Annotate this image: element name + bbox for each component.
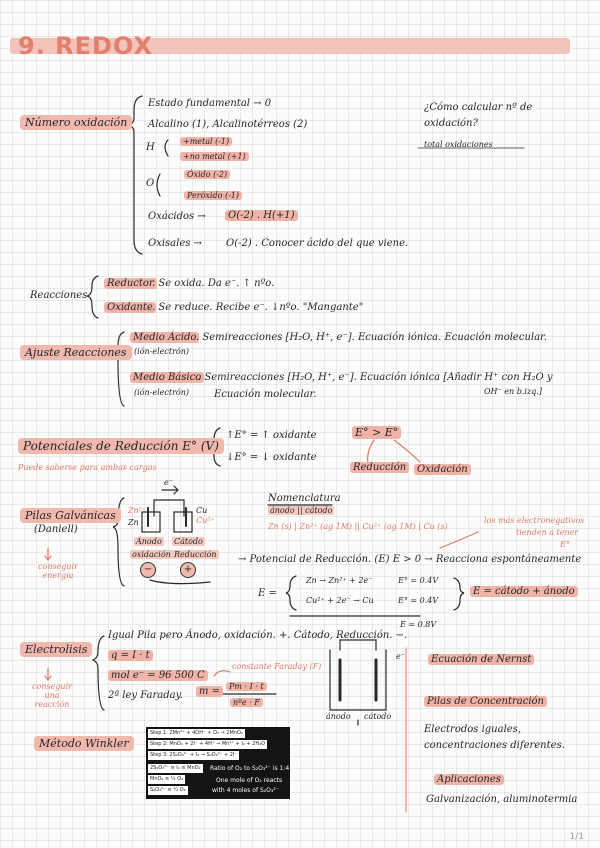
- winkler-eq-3: S₂O₃²⁻ ≡ ¼ O₂: [150, 787, 186, 793]
- ajuste-basico-sub: (ión-electrón): [134, 388, 189, 397]
- section-label-winkler: Método Winkler: [34, 736, 134, 751]
- reductor-key: Reductor: [104, 278, 157, 289]
- electrolisis-mol: mol e⁻ = 96 500 C: [108, 670, 208, 681]
- numero-h-nometal: +no metal (+1): [180, 152, 249, 161]
- potenciales-formula: E° > E°: [352, 426, 401, 439]
- winkler-eq-2: MnO₂ ≡ ½ O₂: [150, 776, 184, 782]
- section-label-electrolisis: Electrolisis: [20, 642, 92, 657]
- section-label-ajuste: Ajuste Reacciones: [20, 345, 132, 360]
- electrolisis-line-1: Igual Pila pero Ánodo, oxidación. +. Cátodo, Reducción. −.: [108, 630, 408, 641]
- pilas-reaction-1-e: E° = 0.4V: [398, 576, 439, 585]
- winkler-step-3: Step 3: 2S₂O₃²⁻ + I₂ → S₄O₆²⁻ + 2I⁻: [150, 752, 238, 758]
- winkler-note-3: with 4 moles of S₂O₃²⁻: [212, 787, 279, 794]
- right-pilas-conc: Pilas de Concentración: [424, 696, 547, 707]
- page-number: 1/1: [569, 832, 584, 842]
- pilas-potencial: → Potencial de Reducción. (E) E > 0 → Reacciona espontáneamente: [238, 554, 582, 565]
- numero-o-oxido: Óxido (-2): [184, 170, 230, 179]
- reductor-text: . Se oxida. Da e⁻. ↑ nºo.: [152, 278, 275, 289]
- pilas-anodo: Ánodo: [136, 537, 162, 546]
- ajuste-acido-key: Medio Ácido: [130, 332, 199, 343]
- numero-question: ¿Cómo calcular nº de oxidación?: [424, 102, 533, 129]
- right-nernst: Ecuación de Nernst: [428, 654, 534, 665]
- electrolisis-electron: e⁻: [396, 652, 405, 661]
- winkler-image: [146, 727, 290, 799]
- pilas-catodo: Cátodo: [174, 537, 203, 546]
- numero-answer: total oxidaciones: [424, 140, 493, 149]
- ajuste-basico-text-2: Ecuación molecular.: [214, 389, 317, 400]
- ajuste-basico-note: OH⁻ en b.izq.]: [484, 387, 542, 396]
- pilas-e-label: E =: [258, 588, 277, 599]
- potenciales-line-1: ↑E° = ↑ oxidante: [226, 430, 317, 441]
- section-label-reacciones: Reacciones: [30, 290, 88, 301]
- ajuste-basico-text: . Semireacciones [H₂O, H⁺, e⁻]. Ecuación iónica [Añadir H⁺ con H₂O y: [198, 372, 553, 383]
- section-label-potenciales: Potenciales de Reducción E° (V): [18, 438, 224, 454]
- right-pilas-text: Electrodos iguales, concentraciones diferentes.: [424, 724, 565, 751]
- ajuste-acido-sub: (ión-electrón): [134, 347, 189, 356]
- potenciales-oxidacion: Oxidación: [414, 464, 471, 475]
- pilas-zn: Zn: [128, 518, 139, 527]
- electrolisis-numerator: Pm · I · t: [226, 682, 267, 691]
- potenciales-sub: Puede saberse para ambas cargas: [18, 463, 157, 472]
- section-label-pilas: Pilas Galvánicas: [20, 508, 121, 523]
- numero-oxisales-values: O(-2) . Conocer ácido del que viene.: [226, 238, 409, 249]
- electrolisis-m: m =: [196, 686, 223, 697]
- winkler-step-1: Step 1: 2Mn²⁺ + 4OH⁻ + O₂ → 2MnO₂: [150, 730, 243, 736]
- numero-o-peroxido: Peróxido (-1): [184, 191, 242, 200]
- electrolisis-catodo: cátodo: [364, 712, 392, 721]
- pilas-note: conseguir energía: [38, 562, 78, 580]
- page-title: 9. REDOX: [18, 32, 154, 60]
- electrolisis-anodo: ánodo: [326, 712, 351, 721]
- pilas-reaction-2: Cu²⁺ + 2e⁻ → Cu: [306, 596, 374, 605]
- numero-h: H: [146, 142, 155, 153]
- pilas-nomenclatura: Nomenclatura: [268, 493, 341, 504]
- numero-oxisales: Oxisales →: [148, 238, 202, 249]
- pilas-oxidacion: oxidación: [132, 550, 171, 559]
- winkler-note-1: Ratio of O₂ to S₂O₃²⁻ is 1:4: [210, 765, 290, 772]
- numero-oxacidos-values: O(-2) . H(+1): [225, 210, 298, 221]
- numero-o: O: [146, 178, 155, 189]
- pilas-sub: (Daniell): [34, 524, 78, 535]
- section-label-numero: Número oxidación: [20, 115, 132, 130]
- pilas-total: E = 0.8V: [400, 620, 437, 629]
- ajuste-acido-text: . Semireacciones [H₂O, H⁺, e⁻]. Ecuación iónica. Ecuación molecular.: [196, 332, 547, 343]
- right-aplicaciones: Aplicaciones: [434, 774, 504, 785]
- right-aplic-text: Galvanización, aluminotermia: [426, 794, 578, 805]
- pilas-summary: E = cátodo + ánodo: [470, 586, 578, 597]
- numero-oxacidos: Oxácidos →: [148, 211, 206, 222]
- electrolisis-q: q = I · t: [108, 650, 153, 661]
- pilas-electro-note-1: los más electronegativos: [484, 516, 585, 525]
- pilas-nomen-sub: ánodo || cátodo: [270, 506, 333, 515]
- pilas-nomen-formula: Zn (s) | Zn²⁺ (ag 1M) || Cu²⁺ (ag 1M) | Cu (s): [268, 522, 448, 531]
- numero-line-2: Alcalino (1), Alcalinotérreos (2): [148, 119, 308, 130]
- winkler-note-2: One mole of O₂ reacts: [216, 777, 283, 784]
- numero-h-metal: +metal (-1): [180, 137, 232, 146]
- electrolisis-note: conseguir una reacción: [32, 682, 72, 709]
- electrolisis-ley: 2ª ley Faraday.: [108, 690, 184, 701]
- potenciales-reduccion: Reducción: [350, 462, 409, 473]
- pilas-electro-note-3: E°: [560, 540, 570, 549]
- pilas-electron: e⁻: [164, 478, 173, 487]
- pilas-zn2: Zn²⁺: [128, 506, 147, 515]
- pilas-cu2: Cu²⁺: [196, 516, 215, 525]
- pilas-reduccion: Reducción: [174, 550, 217, 559]
- electrolisis-denominator: nºe · F: [230, 698, 263, 707]
- numero-line-1: Estado fundamental → 0: [148, 98, 272, 109]
- pilas-cu: Cu: [196, 506, 208, 515]
- potenciales-line-2: ↓E° = ↓ oxidante: [226, 452, 317, 463]
- pilas-electro-note-2: tienden a tener: [516, 528, 579, 537]
- oxidante-key: Oxidante: [104, 302, 156, 313]
- electrolisis-faraday-note: constante Faraday (F): [232, 662, 322, 671]
- oxidante-text: . Se reduce. Recibe e⁻. ↓nºo. "Mangante": [152, 302, 364, 313]
- winkler-step-2: Step 2: MnO₂ + 2I⁻ + 4H⁺ → Mn²⁺ + I₂ + 2H₂O: [150, 741, 266, 747]
- pilas-reaction-1: Zn → Zn²⁺ + 2e⁻: [306, 576, 373, 585]
- pilas-minus: −: [140, 562, 156, 578]
- pilas-reaction-2-e: E° = 0.4V: [398, 596, 439, 605]
- ajuste-basico-key: Medio Básico: [130, 372, 204, 383]
- pilas-plus: +: [180, 562, 196, 578]
- winkler-eq-1: 2S₂O₃²⁻ ≡ I₂ ≡ MnO₂: [150, 765, 201, 771]
